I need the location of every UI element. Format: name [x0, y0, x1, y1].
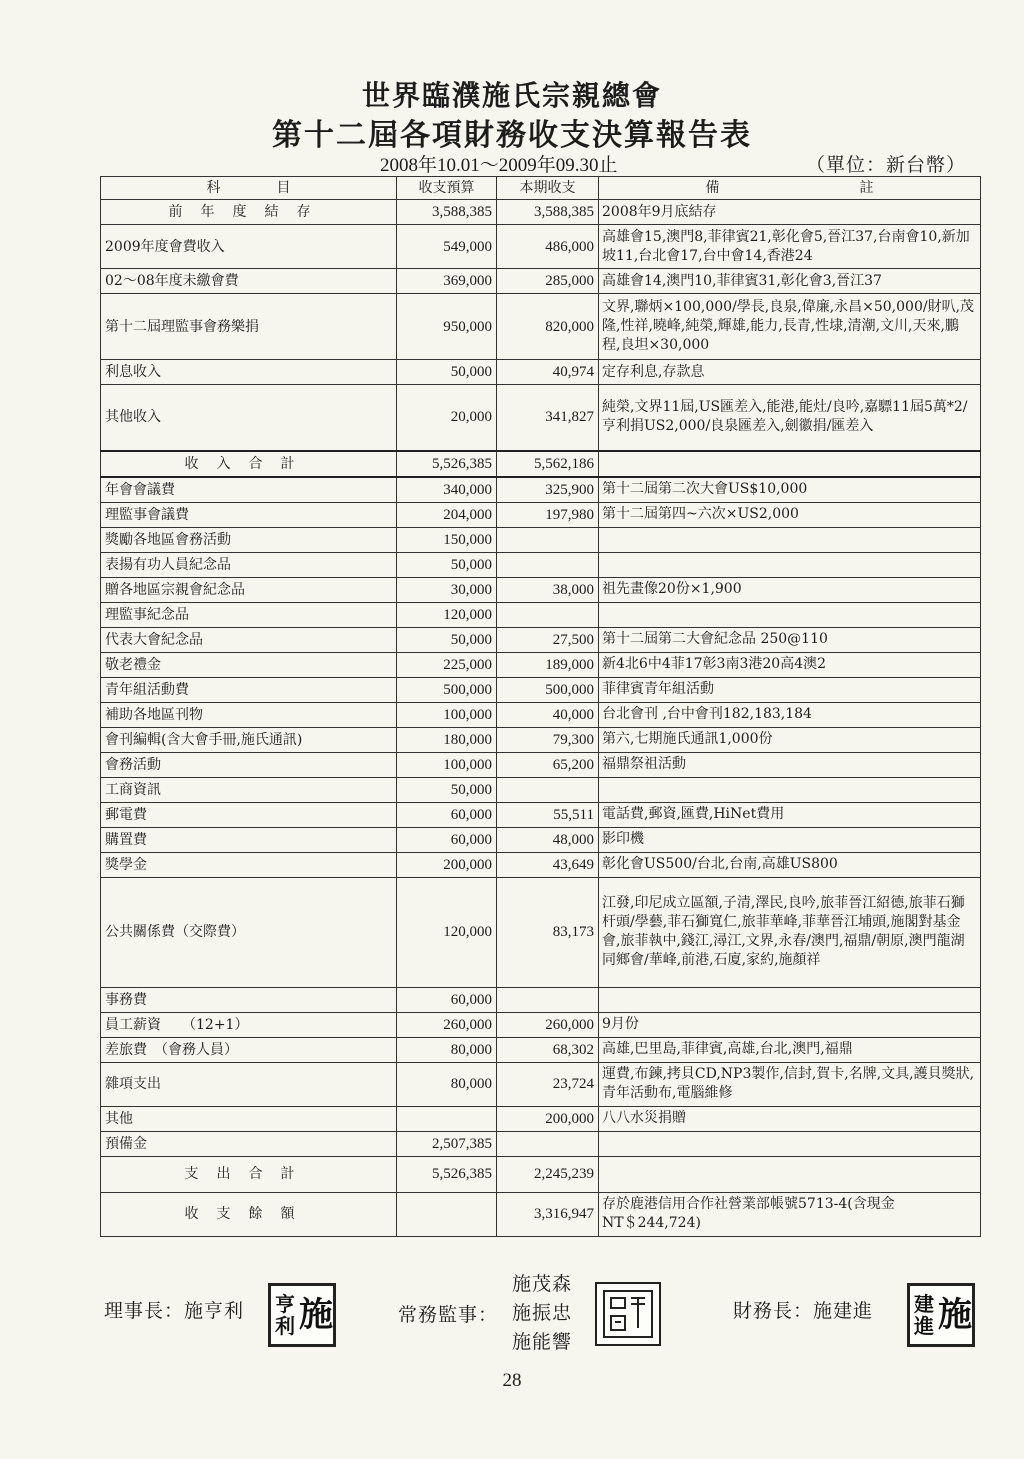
income-row [101, 294, 981, 360]
row-budget: 3,588,385 [397, 200, 497, 225]
row-note: 第六,七期施氏通訊1,000份 [599, 727, 981, 752]
row-actual [497, 527, 599, 552]
row-budget: 80,000 [397, 1037, 497, 1062]
row-note [599, 602, 981, 627]
header-budget: 收支預算 [397, 177, 497, 200]
row-actual [497, 602, 599, 627]
row-note: 福鼎祭祖活動 [599, 752, 981, 777]
row-actual: 285,000 [497, 269, 599, 294]
row-budget: 50,000 [397, 552, 497, 577]
expense-row [101, 677, 981, 702]
row-item: 會刊編輯(含大會手冊,施氏通訊) [101, 727, 397, 752]
row-item: 預備金 [101, 1131, 397, 1156]
row-note [599, 1131, 981, 1156]
row-budget: 5,526,385 [397, 451, 497, 477]
row-actual: 325,900 [497, 477, 599, 503]
expense-row [101, 752, 981, 777]
row-item: 贈各地區宗親會紀念品 [101, 577, 397, 602]
row-budget: 150,000 [397, 527, 497, 552]
income-row [101, 360, 981, 385]
row-note: 第十二屆第四~六次×US2,000 [599, 502, 981, 527]
supervisor-label: 常務監事： [398, 1304, 499, 1326]
expense-row [101, 602, 981, 627]
row-budget: 500,000 [397, 677, 497, 702]
expense-row [101, 577, 981, 602]
supervisor-name: 施茂森 [512, 1273, 573, 1295]
seal-char: 施 [938, 1295, 972, 1335]
row-item: 雜項支出 [101, 1062, 397, 1106]
row-actual: 68,302 [497, 1037, 599, 1062]
row-item: 購置費 [101, 827, 397, 852]
expense-row [101, 477, 981, 503]
row-note: 存於鹿港信用合作社營業部帳號5713-4(含現金NT＄244,724) [599, 1192, 981, 1236]
seal-char: 利 [275, 1314, 295, 1338]
row-actual: 341,827 [497, 385, 599, 451]
row-item: 會務活動 [101, 752, 397, 777]
supervisor-name: 施能響 [512, 1331, 573, 1353]
seal-pattern-icon [601, 1288, 655, 1340]
row-budget [397, 1192, 497, 1236]
row-actual: 40,974 [497, 360, 599, 385]
report-title: 第十二屆各項財務收支決算報告表 [272, 118, 752, 153]
report-period: 2008年10.01～2009年09.30止 [380, 155, 618, 176]
expense-row [101, 987, 981, 1012]
row-item: 年會會議費 [101, 477, 397, 503]
row-item: 表揚有功人員紀念品 [101, 552, 397, 577]
row-actual: 48,000 [497, 827, 599, 852]
row-actual: 500,000 [497, 677, 599, 702]
expense-row [101, 1037, 981, 1062]
row-actual: 260,000 [497, 1012, 599, 1037]
row-item: 獎勵各地區會務活動 [101, 527, 397, 552]
row-actual: 197,980 [497, 502, 599, 527]
row-actual [497, 987, 599, 1012]
expense-row [101, 827, 981, 852]
row-actual: 83,173 [497, 877, 599, 987]
row-item: 獎學金 [101, 852, 397, 877]
expense-row [101, 727, 981, 752]
row-note [599, 777, 981, 802]
row-actual: 5,562,186 [497, 451, 599, 477]
expense-row [101, 1062, 981, 1106]
row-item: 利息收入 [101, 360, 397, 385]
expense-row [101, 1012, 981, 1037]
row-actual: 43,649 [497, 852, 599, 877]
row-item: 代表大會紀念品 [101, 627, 397, 652]
row-item: 02～08年度未繳會費 [101, 269, 397, 294]
row-budget: 369,000 [397, 269, 497, 294]
seal-char: 建 [914, 1292, 934, 1316]
row-actual: 200,000 [497, 1106, 599, 1131]
row-actual [497, 552, 599, 577]
currency-unit: （單位：新台幣） [806, 154, 967, 176]
row-actual: 27,500 [497, 627, 599, 652]
row-item: 理監事紀念品 [101, 602, 397, 627]
balance-row [101, 1192, 981, 1236]
row-actual: 55,511 [497, 802, 599, 827]
row-budget: 549,000 [397, 225, 497, 269]
expense-row [101, 1131, 981, 1156]
row-note: 台北會刊 ,台中會刊182,183,184 [599, 702, 981, 727]
row-actual: 486,000 [497, 225, 599, 269]
page-number: 28 [502, 1370, 522, 1391]
row-item: 第十二屆理監事會務樂捐 [101, 294, 397, 360]
row-budget: 50,000 [397, 360, 497, 385]
row-item: 事務費 [101, 987, 397, 1012]
row-budget: 2,507,385 [397, 1131, 497, 1156]
row-note: 高雄,巴里島,菲律賓,高雄,台北,澳門,福鼎 [599, 1037, 981, 1062]
header-item: 科 目 [101, 177, 397, 200]
row-budget: 50,000 [397, 777, 497, 802]
row-note: 祖先畫像20份×1,900 [599, 577, 981, 602]
seal-char: 進 [914, 1314, 934, 1338]
row-budget [397, 1106, 497, 1131]
supervisor-seal-icon [595, 1282, 661, 1346]
row-item: 郵電費 [101, 802, 397, 827]
expense-row [101, 652, 981, 677]
row-actual [497, 1131, 599, 1156]
row-actual: 3,588,385 [497, 200, 599, 225]
row-note [599, 527, 981, 552]
row-note: 新4北6中4菲17彰3南3港20高4澳2 [599, 652, 981, 677]
row-item: 青年組活動費 [101, 677, 397, 702]
row-note [599, 451, 981, 477]
row-note: 2008年9月底結存 [599, 200, 981, 225]
row-note [599, 552, 981, 577]
expense-total-row [101, 1156, 981, 1192]
expense-row [101, 527, 981, 552]
expense-row [101, 552, 981, 577]
row-note: 第十二屆第二次大會US$10,000 [599, 477, 981, 503]
row-item: 收入合計 [101, 451, 397, 477]
row-note: 純榮,文界11屆,US匯差入,能港,能灶/良吟,嘉驃11屆5萬*2/亨利捐US2,000/良泉匯差入,劍徽捐/匯差入 [599, 385, 981, 451]
row-note: 江發,印尼成立區額,子清,澤民,良吟,旅菲晉江紹德,旅菲石獅杆頭/學藝,菲石獅寬仁,旅菲華峰,菲華晉江埔頭,施閣對基金會,旅菲執中,錢江,潯江,文界,永春/澳門,福鼎/朝原,澳門龍湖同鄉會/華峰,前港,石廈,家約,施顏祥 [599, 877, 981, 987]
row-budget: 120,000 [397, 877, 497, 987]
row-item: 支出合計 [101, 1156, 397, 1192]
expense-row [101, 777, 981, 802]
expense-row [101, 877, 981, 987]
row-note: 八八水災捐贈 [599, 1106, 981, 1131]
supervisor-name: 施振忠 [512, 1302, 573, 1324]
expense-row [101, 1106, 981, 1131]
row-actual: 820,000 [497, 294, 599, 360]
row-budget: 60,000 [397, 802, 497, 827]
row-actual: 79,300 [497, 727, 599, 752]
row-budget: 100,000 [397, 752, 497, 777]
row-budget: 260,000 [397, 1012, 497, 1037]
row-item: 敬老禮金 [101, 652, 397, 677]
row-budget: 340,000 [397, 477, 497, 503]
seal-char: 施 [299, 1295, 333, 1335]
expense-row [101, 702, 981, 727]
row-item: 前年度結存 [101, 200, 397, 225]
seal-char: 亨 [275, 1292, 295, 1316]
header-note: 備 註 [599, 177, 981, 200]
row-item: 補助各地區刊物 [101, 702, 397, 727]
table-header-row [101, 177, 981, 200]
income-row [101, 385, 981, 451]
row-note: 文界,聯炳×100,000/學長,良泉,偉廉,永昌×50,000/財叭,茂隆,性祥,曉峰,純榮,輝雄,能力,長青,性埭,清潮,文川,天來,鵬程,良坦×30,000 [599, 294, 981, 360]
row-budget: 30,000 [397, 577, 497, 602]
row-item: 收支餘額 [101, 1192, 397, 1236]
expense-row [101, 852, 981, 877]
row-actual [497, 777, 599, 802]
header-actual: 本期收支 [497, 177, 599, 200]
income-row [101, 269, 981, 294]
expense-row [101, 802, 981, 827]
income-row [101, 200, 981, 225]
row-actual: 40,000 [497, 702, 599, 727]
row-actual: 3,316,947 [497, 1192, 599, 1236]
row-note: 影印機 [599, 827, 981, 852]
chairman-seal-icon [268, 1283, 336, 1347]
row-item: 員工薪資 （12+1） [101, 1012, 397, 1037]
supervisor-names [512, 1270, 572, 1357]
row-budget: 60,000 [397, 987, 497, 1012]
row-item: 工商資訊 [101, 777, 397, 802]
row-item: 理監事會議費 [101, 502, 397, 527]
row-item: 其他 [101, 1106, 397, 1131]
row-actual: 23,724 [497, 1062, 599, 1106]
row-budget: 20,000 [397, 385, 497, 451]
row-note: 高雄會14,澳門10,菲律賓31,彰化會3,晉江37 [599, 269, 981, 294]
row-item: 其他收入 [101, 385, 397, 451]
row-budget: 225,000 [397, 652, 497, 677]
row-note [599, 987, 981, 1012]
row-budget: 50,000 [397, 627, 497, 652]
row-item: 2009年度會費收入 [101, 225, 397, 269]
row-item: 差旅費 （會務人員） [101, 1037, 397, 1062]
row-note: 第十二屆第二大會紀念品 250@110 [599, 627, 981, 652]
row-budget: 5,526,385 [397, 1156, 497, 1192]
income-total-row [101, 451, 981, 477]
org-title: 世界臨濮施氏宗親總會 [361, 79, 662, 112]
row-note: 運費,布鍊,拷貝CD,NP3製作,信封,賀卡,名牌,文具,護貝獎狀,青年活動布,電腦維修 [599, 1062, 981, 1106]
table-body [101, 200, 981, 1237]
row-note [599, 1156, 981, 1192]
row-note: 菲律賓青年組活動 [599, 677, 981, 702]
expense-row [101, 502, 981, 527]
row-note: 電話費,郵資,匯費,HiNet費用 [599, 802, 981, 827]
row-note: 定存利息,存款息 [599, 360, 981, 385]
row-item: 公共關係費（交際費） [101, 877, 397, 987]
row-budget: 950,000 [397, 294, 497, 360]
row-note: 9月份 [599, 1012, 981, 1037]
treasurer-seal-icon [907, 1283, 975, 1347]
row-budget: 120,000 [397, 602, 497, 627]
row-actual: 38,000 [497, 577, 599, 602]
row-actual: 65,200 [497, 752, 599, 777]
row-actual: 189,000 [497, 652, 599, 677]
row-budget: 60,000 [397, 827, 497, 852]
row-budget: 80,000 [397, 1062, 497, 1106]
row-budget: 200,000 [397, 852, 497, 877]
row-budget: 100,000 [397, 702, 497, 727]
income-row [101, 225, 981, 269]
treasurer-signature: 財務長：施建進 [733, 1300, 874, 1322]
chairman-signature: 理事長：施亨利 [104, 1300, 245, 1322]
expense-row [101, 627, 981, 652]
row-note: 彰化會US500/台北,台南,高雄US800 [599, 852, 981, 877]
row-budget: 180,000 [397, 727, 497, 752]
financial-report-table [100, 176, 981, 1237]
row-actual: 2,245,239 [497, 1156, 599, 1192]
row-budget: 204,000 [397, 502, 497, 527]
row-note: 高雄會15,澳門8,菲律賓21,彰化會5,晉江37,台南會10,新加坡11,台北會17,台中會14,香港24 [599, 225, 981, 269]
